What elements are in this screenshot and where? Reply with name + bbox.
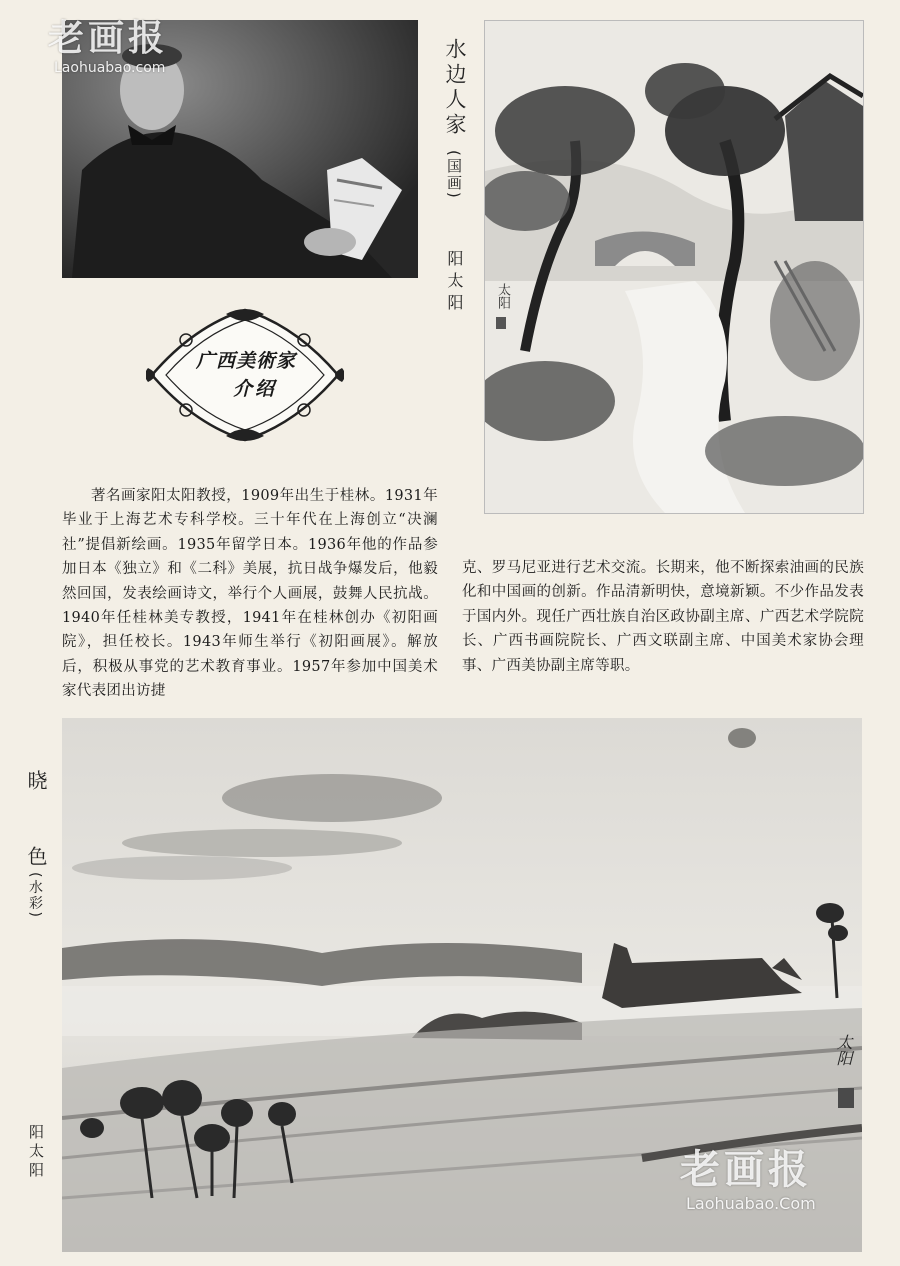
painting-bottom-title-char1: 晓 xyxy=(24,770,48,790)
painting-top-artist: 阳太阳 xyxy=(445,250,464,316)
seal-text-line1: 广西美術家 xyxy=(195,350,296,372)
feature-seal-emblem xyxy=(146,306,344,444)
ink-landscape-illustration xyxy=(485,21,863,513)
watermark-url-bottom: Laohuabao.Com xyxy=(686,1194,816,1213)
article-column-2: 克、罗马尼亚进行艺术交流。长期来，他不断探索油画的民族化和中国画的创新。作品清新明快，意境新颖。不少作品发表于国内外。现任广西壮族自治区政协副主席、广西艺术学院院长、广西书画院院长、广西文联副主席、中国美术家协会理事、广西美协副主席等职。 xyxy=(462,560,864,674)
watermark-chars-top: 老画报 xyxy=(48,18,169,59)
seal-stamp-icon xyxy=(496,317,506,329)
painting-bottom-title-char2: 色 xyxy=(24,846,48,866)
painting-top-signature: 太阳 xyxy=(495,283,510,309)
painting-bottom-artist: 阳太阳 xyxy=(27,1124,45,1181)
watermark-chars-bottom: 老画报 xyxy=(680,1147,812,1193)
painting-top-title: 水边人家 xyxy=(443,38,467,138)
painting-bottom-medium: (水彩) xyxy=(27,872,43,919)
watermark-url-top: Laohuabao.com xyxy=(54,60,166,76)
seal-text-line2: 介绍 xyxy=(232,378,277,400)
painting-top-medium: (国画) xyxy=(445,150,463,200)
article-column-1: 著名画家阳太阳教授，1909年出生于桂林。1931年毕业于上海艺术专科学校。三十年代在上海创立“决澜社”提倡新绘画。1935年留学日本。1936年他的作品参加日本《独立》和《二科》美展，抗日战争爆发后，他毅然回国，发表绘画诗文，举行个人画展，鼓舞人民抗战。1940年任桂林美专教授，1941年在桂林创办《初阳画院》，担任校长。1943年师生举行《初阳画展》。解放后，积极从事党的艺术教育事业。1957年参加中国美术家代表团出访捷 xyxy=(62,488,438,700)
painting-waterside-homes xyxy=(484,20,864,514)
painting-bottom-signature: 太阳 xyxy=(834,1034,853,1066)
